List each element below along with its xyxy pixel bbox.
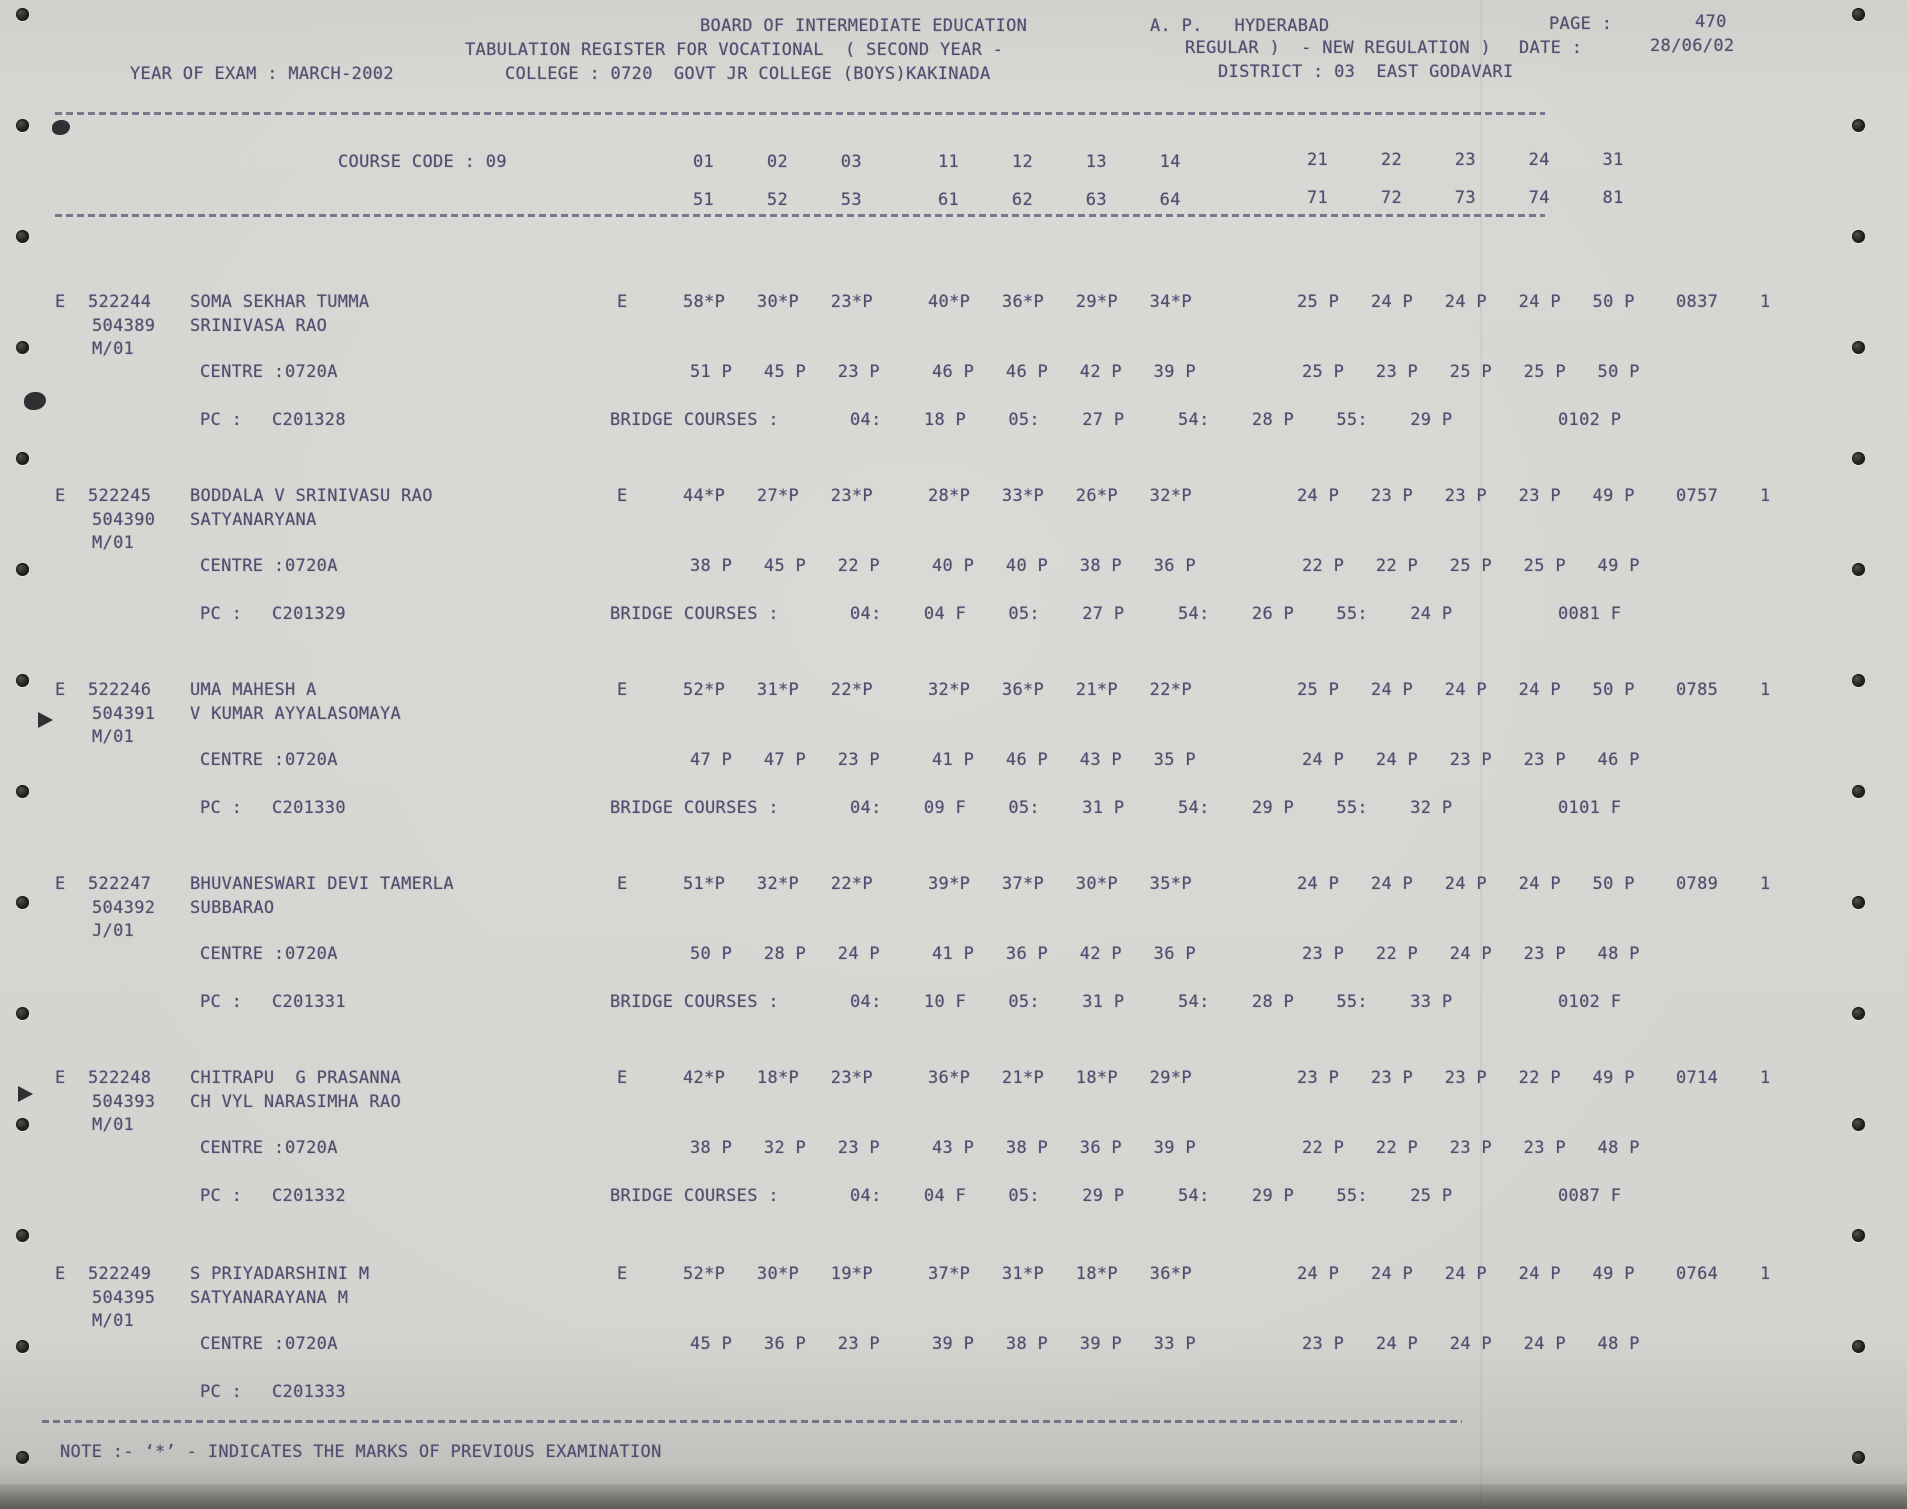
sprocket-hole xyxy=(16,896,29,909)
student-name: BODDALA V SRINIVASU RAO xyxy=(190,486,433,506)
centre-code: 0720A xyxy=(285,362,338,382)
medium-flag: E xyxy=(55,1264,66,1284)
marks-row2-group2: 40 P 40 P 38 P 36 P xyxy=(932,556,1196,576)
centre-label: CENTRE : xyxy=(200,362,285,382)
student-name: SOMA SEKHAR TUMMA xyxy=(190,292,370,312)
pc-label: PC : xyxy=(200,604,243,624)
marks-row2-group2: 41 P 46 P 43 P 35 P xyxy=(932,750,1196,770)
secondary-number: 504393 xyxy=(92,1092,156,1112)
gender-group-code: M/01 xyxy=(92,339,135,359)
medium-column: E xyxy=(617,486,628,506)
medium-flag: E xyxy=(55,486,66,506)
bridge-courses-set1: 04: 04 F 05: 29 P xyxy=(850,1186,1125,1206)
marks-row1-group1: 44*P 27*P 23*P xyxy=(683,486,873,506)
sprocket-hole xyxy=(1852,341,1865,354)
gender-group-code: M/01 xyxy=(92,533,135,553)
marks-row1-group2: 40*P 36*P 29*P 34*P xyxy=(928,292,1192,312)
bridge-courses-total: 0102 F xyxy=(1558,992,1622,1012)
medium-column: E xyxy=(617,1264,628,1284)
sprocket-hole xyxy=(16,1007,29,1020)
separator-line xyxy=(55,214,1545,217)
sprocket-hole xyxy=(1852,785,1865,798)
bridge-courses-set2: 54: 26 P 55: 24 P xyxy=(1178,604,1453,624)
attempt-number: 1 xyxy=(1760,680,1771,700)
sprocket-hole xyxy=(1852,8,1865,21)
medium-column: E xyxy=(617,874,628,894)
ink-smudge xyxy=(18,1086,33,1102)
marks-row1-group3: 25 P 24 P 24 P 24 P 50 P xyxy=(1297,680,1635,700)
marks-row1-group1: 42*P 18*P 23*P xyxy=(683,1068,873,1088)
bridge-courses-total: 0101 F xyxy=(1558,798,1622,818)
bridge-courses-set1: 04: 09 F 05: 31 P xyxy=(850,798,1125,818)
marks-row2-group2: 39 P 38 P 39 P 33 P xyxy=(932,1334,1196,1354)
bridge-courses-total: 0081 F xyxy=(1558,604,1622,624)
date-label: DATE : xyxy=(1519,38,1583,58)
total-marks: 0785 xyxy=(1676,680,1719,700)
ink-smudge xyxy=(38,712,53,728)
sprocket-hole xyxy=(1852,563,1865,576)
marks-row1-group2: 36*P 21*P 18*P 29*P xyxy=(928,1068,1192,1088)
student-record xyxy=(0,486,1907,656)
sprocket-hole xyxy=(1852,452,1865,465)
attempt-number: 1 xyxy=(1760,292,1771,312)
course-code-label: COURSE CODE : 09 xyxy=(338,152,507,172)
centre-code: 0720A xyxy=(285,944,338,964)
bridge-courses-label: BRIDGE COURSES : xyxy=(610,798,779,818)
gender-group-code: M/01 xyxy=(92,727,135,747)
course-row1-group2: 11 12 13 14 xyxy=(938,152,1181,172)
student-name: S PRIYADARSHINI M xyxy=(190,1264,370,1284)
marks-row1-group3: 23 P 23 P 23 P 22 P 49 P xyxy=(1297,1068,1635,1088)
registration-number: 522246 xyxy=(88,680,152,700)
pc-label: PC : xyxy=(200,1186,243,1206)
marks-row2-group3: 25 P 23 P 25 P 25 P 50 P xyxy=(1302,362,1640,382)
student-record xyxy=(0,1264,1907,1434)
registration-number: 522245 xyxy=(88,486,152,506)
course-row2-group1: 51 52 53 xyxy=(693,190,862,210)
secondary-number: 504392 xyxy=(92,898,156,918)
sprocket-hole xyxy=(16,8,29,21)
student-record xyxy=(0,1068,1907,1238)
secondary-number: 504390 xyxy=(92,510,156,530)
bridge-courses-label: BRIDGE COURSES : xyxy=(610,1186,779,1206)
medium-flag: E xyxy=(55,874,66,894)
sprocket-hole xyxy=(1852,1118,1865,1131)
paper-crease xyxy=(1480,0,1482,1509)
parent-name: SATYANARAYANA M xyxy=(190,1288,349,1308)
marks-row1-group1: 58*P 30*P 23*P xyxy=(683,292,873,312)
pc-label: PC : xyxy=(200,992,243,1012)
marks-row1-group1: 52*P 30*P 19*P xyxy=(683,1264,873,1284)
gender-group-code: M/01 xyxy=(92,1311,135,1331)
bridge-courses-set1: 04: 18 P 05: 27 P xyxy=(850,410,1125,430)
total-marks: 0789 xyxy=(1676,874,1719,894)
marks-row1-group3: 24 P 24 P 24 P 24 P 49 P xyxy=(1297,1264,1635,1284)
marks-row2-group1: 50 P 28 P 24 P xyxy=(690,944,880,964)
marks-row2-group3: 24 P 24 P 23 P 23 P 46 P xyxy=(1302,750,1640,770)
centre-code: 0720A xyxy=(285,750,338,770)
sprocket-hole xyxy=(1852,1007,1865,1020)
marks-row2-group1: 45 P 36 P 23 P xyxy=(690,1334,880,1354)
page-label: PAGE : xyxy=(1549,14,1613,34)
centre-code: 0720A xyxy=(285,1138,338,1158)
marks-row2-group3: 22 P 22 P 23 P 23 P 48 P xyxy=(1302,1138,1640,1158)
sprocket-hole xyxy=(16,119,29,132)
medium-column: E xyxy=(617,1068,628,1088)
sprocket-hole xyxy=(16,1118,29,1131)
course-row2-group3: 71 72 73 74 81 xyxy=(1307,188,1624,208)
marks-row2-group3: 22 P 22 P 25 P 25 P 49 P xyxy=(1302,556,1640,576)
date-value: 28/06/02 xyxy=(1650,36,1735,56)
pc-code: C201331 xyxy=(272,992,346,1012)
centre-code: 0720A xyxy=(285,1334,338,1354)
medium-column: E xyxy=(617,680,628,700)
total-marks: 0714 xyxy=(1676,1068,1719,1088)
parent-name: SATYANARYANA xyxy=(190,510,317,530)
student-name: BHUVANESWARI DEVI TAMERLA xyxy=(190,874,454,894)
separator-line xyxy=(55,112,1545,115)
student-record xyxy=(0,874,1907,1044)
marks-row1-group2: 37*P 31*P 18*P 36*P xyxy=(928,1264,1192,1284)
ink-smudge xyxy=(52,120,70,135)
registration-number: 522247 xyxy=(88,874,152,894)
board-place: A. P. HYDERABAD xyxy=(1150,16,1330,36)
page-bottom-shadow xyxy=(0,1484,1907,1509)
pc-code: C201333 xyxy=(272,1382,346,1402)
marks-row1-group3: 24 P 23 P 23 P 23 P 49 P xyxy=(1297,486,1635,506)
marks-row2-group2: 46 P 46 P 42 P 39 P xyxy=(932,362,1196,382)
parent-name: SRINIVASA RAO xyxy=(190,316,328,336)
marks-row2-group1: 38 P 32 P 23 P xyxy=(690,1138,880,1158)
marks-row1-group2: 32*P 36*P 21*P 22*P xyxy=(928,680,1192,700)
year-of-exam: YEAR OF EXAM : MARCH-2002 xyxy=(130,64,394,84)
sprocket-hole xyxy=(16,785,29,798)
sprocket-hole xyxy=(16,1451,29,1464)
total-marks: 0837 xyxy=(1676,292,1719,312)
footnote: NOTE :- ‘*’ - INDICATES THE MARKS OF PREVIOUS EXAMINATION xyxy=(60,1442,662,1462)
gender-group-code: M/01 xyxy=(92,1115,135,1135)
pc-code: C201332 xyxy=(272,1186,346,1206)
bridge-courses-total: 0087 F xyxy=(1558,1186,1622,1206)
separator-line xyxy=(42,1420,1462,1423)
parent-name: SUBBARAO xyxy=(190,898,275,918)
bridge-courses-set2: 54: 28 P 55: 33 P xyxy=(1178,992,1453,1012)
pc-label: PC : xyxy=(200,410,243,430)
secondary-number: 504395 xyxy=(92,1288,156,1308)
bridge-courses-set1: 04: 04 F 05: 27 P xyxy=(850,604,1125,624)
registration-number: 522244 xyxy=(88,292,152,312)
marks-row1-group2: 39*P 37*P 30*P 35*P xyxy=(928,874,1192,894)
pc-label: PC : xyxy=(200,1382,243,1402)
sprocket-hole xyxy=(16,1229,29,1242)
marks-row1-group1: 51*P 32*P 22*P xyxy=(683,874,873,894)
centre-code: 0720A xyxy=(285,556,338,576)
marks-row2-group2: 43 P 38 P 36 P 39 P xyxy=(932,1138,1196,1158)
bridge-courses-total: 0102 P xyxy=(1558,410,1622,430)
marks-row1-group3: 25 P 24 P 24 P 24 P 50 P xyxy=(1297,292,1635,312)
centre-label: CENTRE : xyxy=(200,1138,285,1158)
sprocket-hole xyxy=(16,452,29,465)
student-name: UMA MAHESH A xyxy=(190,680,317,700)
college: COLLEGE : 0720 GOVT JR COLLEGE (BOYS)KAKINADA xyxy=(505,64,991,84)
course-row2-group2: 61 62 63 64 xyxy=(938,190,1181,210)
marks-row2-group3: 23 P 22 P 24 P 23 P 48 P xyxy=(1302,944,1640,964)
course-row1-group1: 01 02 03 xyxy=(693,152,862,172)
sprocket-hole xyxy=(1852,896,1865,909)
bridge-courses-set2: 54: 29 P 55: 25 P xyxy=(1178,1186,1453,1206)
marks-row1-group2: 28*P 33*P 26*P 32*P xyxy=(928,486,1192,506)
marks-row2-group3: 23 P 24 P 24 P 24 P 48 P xyxy=(1302,1334,1640,1354)
sprocket-hole xyxy=(1852,119,1865,132)
sprocket-hole xyxy=(1852,1229,1865,1242)
sprocket-hole xyxy=(1852,230,1865,243)
medium-flag: E xyxy=(55,292,66,312)
bridge-courses-set2: 54: 29 P 55: 32 P xyxy=(1178,798,1453,818)
registration-number: 522249 xyxy=(88,1264,152,1284)
centre-label: CENTRE : xyxy=(200,556,285,576)
pc-code: C201330 xyxy=(272,798,346,818)
marks-row2-group2: 41 P 36 P 42 P 36 P xyxy=(932,944,1196,964)
secondary-number: 504391 xyxy=(92,704,156,724)
gender-group-code: J/01 xyxy=(92,921,135,941)
parent-name: V KUMAR AYYALASOMAYA xyxy=(190,704,402,724)
marks-row2-group1: 51 P 45 P 23 P xyxy=(690,362,880,382)
parent-name: CH VYL NARASIMHA RAO xyxy=(190,1092,402,1112)
sprocket-hole xyxy=(16,1340,29,1353)
total-marks: 0757 xyxy=(1676,486,1719,506)
student-name: CHITRAPU G PRASANNA xyxy=(190,1068,402,1088)
secondary-number: 504389 xyxy=(92,316,156,336)
course-row1-group3: 21 22 23 24 31 xyxy=(1307,150,1624,170)
attempt-number: 1 xyxy=(1760,1264,1771,1284)
student-record xyxy=(0,680,1907,850)
sprocket-hole xyxy=(16,674,29,687)
sprocket-hole xyxy=(16,563,29,576)
attempt-number: 1 xyxy=(1760,1068,1771,1088)
sprocket-hole xyxy=(16,230,29,243)
sprocket-hole xyxy=(1852,1340,1865,1353)
board-title: BOARD OF INTERMEDIATE EDUCATION xyxy=(700,16,1028,36)
attempt-number: 1 xyxy=(1760,874,1771,894)
sprocket-hole xyxy=(1852,674,1865,687)
page-number: 470 xyxy=(1695,12,1727,32)
marks-row2-group1: 38 P 45 P 22 P xyxy=(690,556,880,576)
attempt-number: 1 xyxy=(1760,486,1771,506)
centre-label: CENTRE : xyxy=(200,944,285,964)
sprocket-hole xyxy=(1852,1451,1865,1464)
registration-number: 522248 xyxy=(88,1068,152,1088)
student-record xyxy=(0,292,1907,462)
medium-column: E xyxy=(617,292,628,312)
pc-code: C201328 xyxy=(272,410,346,430)
bridge-courses-set1: 04: 10 F 05: 31 P xyxy=(850,992,1125,1012)
sprocket-hole xyxy=(16,341,29,354)
marks-row2-group1: 47 P 47 P 23 P xyxy=(690,750,880,770)
register-title-2: REGULAR ) - NEW REGULATION ) xyxy=(1185,38,1492,58)
pc-label: PC : xyxy=(200,798,243,818)
bridge-courses-label: BRIDGE COURSES : xyxy=(610,604,779,624)
bridge-courses-set2: 54: 28 P 55: 29 P xyxy=(1178,410,1453,430)
marks-row1-group1: 52*P 31*P 22*P xyxy=(683,680,873,700)
register-title: TABULATION REGISTER FOR VOCATIONAL ( SECOND YEAR - xyxy=(465,40,1004,60)
marks-row1-group3: 24 P 24 P 24 P 24 P 50 P xyxy=(1297,874,1635,894)
medium-flag: E xyxy=(55,1068,66,1088)
centre-label: CENTRE : xyxy=(200,750,285,770)
bridge-courses-label: BRIDGE COURSES : xyxy=(610,410,779,430)
total-marks: 0764 xyxy=(1676,1264,1719,1284)
medium-flag: E xyxy=(55,680,66,700)
pc-code: C201329 xyxy=(272,604,346,624)
district: DISTRICT : 03 EAST GODAVARI xyxy=(1218,62,1514,82)
centre-label: CENTRE : xyxy=(200,1334,285,1354)
bridge-courses-label: BRIDGE COURSES : xyxy=(610,992,779,1012)
